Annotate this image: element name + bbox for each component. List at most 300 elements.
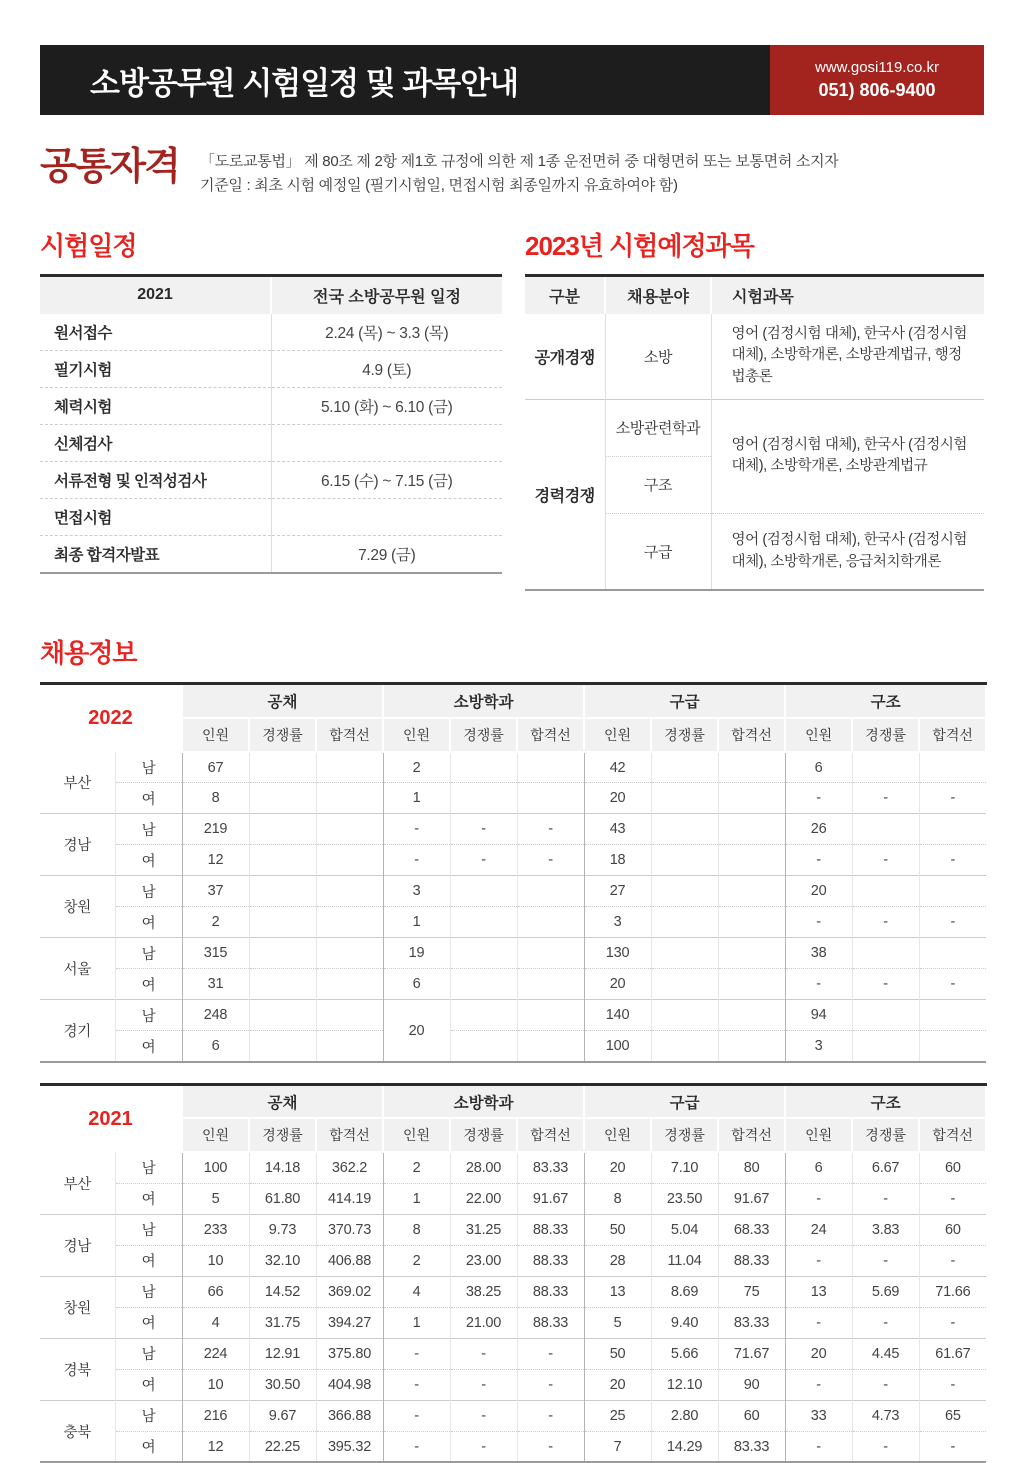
recruitment-group-header: 공채	[182, 684, 383, 718]
recruitment-value-cell: 2.80	[651, 1400, 718, 1431]
recruitment-value-cell: 22.25	[249, 1431, 316, 1462]
recruitment-value-cell: 90	[718, 1369, 785, 1400]
subjects-field-cell: 소방	[605, 314, 711, 400]
recruitment-gender-cell: 남	[115, 752, 182, 783]
recruitment-value-cell	[852, 1000, 919, 1031]
recruitment-value-cell: 1	[383, 783, 450, 814]
recruitment-subcolumn-header: 경쟁률	[450, 1118, 517, 1152]
recruitment-value-cell: 32.10	[249, 1245, 316, 1276]
common-qualification-line1: 「도로교통법」 제 80조 제 2항 제1호 규정에 의한 제 1종 운전면허 중 대형면허 또는 보통면허 소지자	[200, 153, 839, 170]
recruitment-value-cell	[919, 938, 986, 969]
subjects-field-cell: 구조	[605, 456, 711, 513]
recruitment-value-cell: 394.27	[316, 1307, 383, 1338]
recruitment-value-cell: -	[517, 814, 584, 845]
recruitment-value-cell	[450, 938, 517, 969]
recruitment-value-cell	[316, 907, 383, 938]
schedule-row-value: 2.24 (목) ~ 3.3 (목)	[271, 314, 502, 351]
recruitment-value-cell	[718, 938, 785, 969]
recruitment-value-cell: -	[785, 783, 852, 814]
recruitment-value-cell: -	[383, 1338, 450, 1369]
recruitment-value-cell	[718, 907, 785, 938]
schedule-row-value: 5.10 (화) ~ 6.10 (금)	[271, 388, 502, 425]
schedule-row-label: 신체검사	[40, 425, 271, 462]
recruitment-value-cell: 18	[584, 845, 651, 876]
recruitment-value-cell	[919, 752, 986, 783]
header-bar	[40, 45, 984, 115]
recruitment-subcolumn-header: 경쟁률	[450, 718, 517, 752]
recruitment-value-cell: 406.88	[316, 1245, 383, 1276]
recruitment-value-cell: 1	[383, 1307, 450, 1338]
recruitment-value-cell: 61.80	[249, 1183, 316, 1214]
recruitment-subcolumn-header: 경쟁률	[249, 1118, 316, 1152]
recruitment-data-row	[40, 845, 986, 876]
recruitment-value-cell: 88.33	[718, 1245, 785, 1276]
recruitment-subcolumn-header: 합격선	[316, 718, 383, 752]
schedule-section	[40, 226, 502, 591]
recruitment-value-cell: -	[919, 1307, 986, 1338]
recruitment-value-cell: 28	[584, 1245, 651, 1276]
recruitment-value-cell: 30.50	[249, 1369, 316, 1400]
schedule-column-header: 2021	[40, 276, 271, 314]
recruitment-group-header: 구조	[785, 1084, 986, 1118]
recruitment-value-cell: -	[852, 969, 919, 1000]
schedule-title: 시험일정	[40, 231, 137, 261]
recruitment-year-label: 2021	[40, 1084, 182, 1152]
recruitment-data-row	[40, 1369, 986, 1400]
recruitment-value-cell: 23.50	[651, 1183, 718, 1214]
recruitment-value-cell: -	[919, 845, 986, 876]
recruitment-value-cell: 91.67	[517, 1183, 584, 1214]
recruitment-value-cell: 66	[182, 1276, 249, 1307]
recruitment-value-cell: 61.67	[919, 1338, 986, 1369]
recruitment-group-header: 구급	[584, 1084, 785, 1118]
recruitment-value-cell	[651, 907, 718, 938]
subjects-list-cell: 영어 (검정시험 대체), 한국사 (검정시험 대체), 소방학개론, 소방관계법규	[711, 399, 984, 513]
recruitment-table	[40, 1083, 987, 1463]
recruitment-value-cell: 6.67	[852, 1152, 919, 1183]
recruitment-value-cell: 50	[584, 1338, 651, 1369]
common-qualification-line2: 기준일 : 최초 시험 예정일 (필기시험일, 면접시험 최종일까지 유효하여야 함)	[200, 177, 678, 194]
recruitment-value-cell	[316, 845, 383, 876]
recruitment-value-cell: -	[517, 1400, 584, 1431]
recruitment-data-row	[40, 1245, 986, 1276]
recruitment-value-cell: 362.2	[316, 1152, 383, 1183]
recruitment-group-header: 구조	[785, 684, 986, 718]
recruitment-value-cell: 370.73	[316, 1214, 383, 1245]
recruitment-value-cell	[718, 814, 785, 845]
schedule-row	[40, 536, 502, 573]
recruitment-value-cell: -	[852, 845, 919, 876]
recruitment-value-cell: -	[852, 1369, 919, 1400]
recruitment-value-cell	[919, 1031, 986, 1062]
recruitment-value-cell: 6	[785, 752, 852, 783]
recruitment-value-cell: -	[450, 1369, 517, 1400]
recruitment-value-cell: 11.04	[651, 1245, 718, 1276]
recruitment-value-cell: 13	[785, 1276, 852, 1307]
recruitment-value-cell: -	[919, 907, 986, 938]
recruitment-group-header: 구급	[584, 684, 785, 718]
recruitment-subcolumn-header: 합격선	[316, 1118, 383, 1152]
recruitment-subcolumn-header: 합격선	[517, 1118, 584, 1152]
recruitment-value-cell: 4.45	[852, 1338, 919, 1369]
recruitment-value-cell: 19	[383, 938, 450, 969]
page-title: 소방공무원 시험일정 및 과목안내	[90, 65, 519, 101]
recruitment-region-cell: 부산	[63, 1176, 92, 1193]
recruitment-value-cell: 9.40	[651, 1307, 718, 1338]
recruitment-value-cell: 42	[584, 752, 651, 783]
recruitment-value-cell	[718, 845, 785, 876]
recruitment-value-cell: 43	[584, 814, 651, 845]
schedule-row-value: 4.9 (토)	[271, 351, 502, 388]
recruitment-value-cell: 140	[584, 1000, 651, 1031]
recruitment-region-cell: 충북	[40, 1400, 115, 1462]
recruitment-value-cell	[450, 783, 517, 814]
recruitment-subcolumn-header: 합격선	[919, 1118, 986, 1152]
recruitment-value-cell: 3	[383, 876, 450, 907]
subjects-column-header: 구분	[525, 276, 605, 314]
recruitment-value-cell: 315	[182, 938, 249, 969]
recruitment-value-cell	[651, 938, 718, 969]
recruitment-value-cell	[517, 938, 584, 969]
recruitment-value-cell: 27	[584, 876, 651, 907]
recruitment-value-cell: 369.02	[316, 1276, 383, 1307]
recruitment-value-cell	[718, 969, 785, 1000]
recruitment-value-cell	[852, 752, 919, 783]
recruitment-value-cell: 7	[584, 1431, 651, 1462]
recruitment-value-cell: 20	[785, 876, 852, 907]
recruitment-gender-cell: 여	[115, 1307, 182, 1338]
recruitment-value-cell: 28.00	[450, 1152, 517, 1183]
recruitment-value-cell	[316, 876, 383, 907]
recruitment-data-row	[40, 1276, 986, 1307]
recruitment-value-cell: -	[852, 1183, 919, 1214]
recruitment-gender-cell: 남	[115, 814, 182, 845]
recruitment-value-cell: 10	[182, 1369, 249, 1400]
recruitment-region-cell: 경남	[40, 1214, 115, 1276]
recruitment-gender-cell: 남	[115, 1152, 182, 1183]
schedule-row-value: 7.29 (금)	[271, 536, 502, 573]
recruitment-value-cell: 38	[785, 938, 852, 969]
subjects-field-cell: 구급	[605, 513, 711, 590]
recruitment-subcolumn-header: 합격선	[919, 718, 986, 752]
recruitment-value-cell: 31.75	[249, 1307, 316, 1338]
recruitment-value-cell: -	[785, 1307, 852, 1338]
recruitment-data-row	[40, 752, 986, 783]
recruitment-value-cell: 20	[584, 1152, 651, 1183]
recruitment-value-cell	[852, 1031, 919, 1062]
recruitment-value-cell	[316, 938, 383, 969]
schedule-row-label: 면접시험	[40, 499, 271, 536]
recruitment-value-cell	[450, 969, 517, 1000]
recruitment-value-cell: 20	[785, 1338, 852, 1369]
recruitment-value-cell: -	[450, 814, 517, 845]
recruitment-value-cell: 12.10	[651, 1369, 718, 1400]
recruitment-subcolumn-header: 합격선	[718, 1118, 785, 1152]
recruitment-value-cell	[651, 814, 718, 845]
recruitment-header-row	[40, 684, 986, 718]
schedule-row	[40, 499, 502, 536]
recruitment-value-cell	[517, 876, 584, 907]
common-qualification-section	[40, 148, 984, 198]
recruitment-value-cell: -	[919, 1369, 986, 1400]
recruitment-value-cell: 9.67	[249, 1400, 316, 1431]
recruitment-value-cell	[316, 969, 383, 1000]
recruitment-value-cell: 4	[383, 1276, 450, 1307]
recruitment-gender-cell: 남	[115, 938, 182, 969]
recruitment-value-cell	[651, 1031, 718, 1062]
recruitment-gender-cell: 여	[115, 845, 182, 876]
recruitment-subcolumn-header: 인원	[182, 718, 249, 752]
recruitment-value-cell: 6	[182, 1031, 249, 1062]
recruitment-value-cell: 2	[182, 907, 249, 938]
recruitment-value-cell	[316, 752, 383, 783]
recruitment-value-cell: 3	[584, 907, 651, 938]
recruitment-value-cell: -	[852, 907, 919, 938]
recruitment-value-cell: 3	[785, 1031, 852, 1062]
recruitment-subcolumn-header: 인원	[785, 1118, 852, 1152]
subjects-row	[525, 399, 984, 456]
recruitment-value-cell: 5	[182, 1183, 249, 1214]
recruitment-gender-cell: 남	[115, 1276, 182, 1307]
recruitment-subcolumn-header: 경쟁률	[249, 718, 316, 752]
schedule-row-label: 체력시험	[40, 388, 271, 425]
recruitment-value-cell	[651, 845, 718, 876]
recruitment-value-cell: -	[450, 1431, 517, 1462]
recruitment-value-cell: 8	[584, 1183, 651, 1214]
recruitment-value-cell	[517, 969, 584, 1000]
recruitment-data-row	[40, 1431, 986, 1462]
recruitment-value-cell: 20	[584, 1369, 651, 1400]
subjects-field-cell: 소방관련학과	[605, 399, 711, 456]
recruitment-subheader-row	[40, 718, 986, 752]
recruitment-value-cell: 10	[182, 1245, 249, 1276]
recruitment-subcolumn-header: 경쟁률	[651, 1118, 718, 1152]
recruitment-value-cell	[718, 752, 785, 783]
recruitment-value-cell: 233	[182, 1214, 249, 1245]
recruitment-value-cell: -	[852, 1245, 919, 1276]
recruitment-value-cell: 5.04	[651, 1214, 718, 1245]
recruitment-value-cell: 88.33	[517, 1245, 584, 1276]
recruitment-value-cell: 219	[182, 814, 249, 845]
recruitment-value-cell: 100	[584, 1031, 651, 1062]
recruitment-table	[40, 682, 987, 1063]
common-qualification-text	[200, 148, 838, 198]
recruitment-value-cell: 14.52	[249, 1276, 316, 1307]
recruitment-value-cell	[651, 783, 718, 814]
recruitment-value-cell	[718, 1000, 785, 1031]
recruitment-header-row	[40, 1084, 986, 1118]
recruitment-gender-cell: 여	[115, 1031, 182, 1062]
recruitment-subcolumn-header: 인원	[584, 1118, 651, 1152]
recruitment-value-cell: 22.00	[450, 1183, 517, 1214]
recruitment-value-cell: -	[785, 1245, 852, 1276]
recruitment-value-cell: 23.00	[450, 1245, 517, 1276]
recruitment-value-cell	[249, 969, 316, 1000]
recruitment-value-cell: -	[785, 969, 852, 1000]
recruitment-value-cell: 68.33	[718, 1214, 785, 1245]
recruitment-value-cell	[450, 876, 517, 907]
recruitment-value-cell: 12.91	[249, 1338, 316, 1369]
recruitment-data-row	[40, 969, 986, 1000]
recruitment-value-cell	[852, 876, 919, 907]
schedule-row	[40, 314, 502, 351]
subjects-title: 2023년 시험예정과목	[525, 231, 754, 261]
recruitment-region-cell: 부산	[63, 776, 92, 792]
recruitment-data-row	[40, 876, 986, 907]
recruitment-value-cell	[651, 1000, 718, 1031]
recruitment-value-cell	[249, 876, 316, 907]
recruitment-value-cell: 2	[383, 752, 450, 783]
recruitment-subcolumn-header: 합격선	[517, 718, 584, 752]
recruitment-region-cell: 창원	[40, 876, 115, 938]
recruitment-data-row	[40, 1307, 986, 1338]
recruitment-value-cell: 13	[584, 1276, 651, 1307]
recruitment-value-cell: 6	[383, 969, 450, 1000]
recruitment-value-cell: 60	[718, 1400, 785, 1431]
recruitment-value-cell: 2	[383, 1245, 450, 1276]
contact-box	[770, 45, 984, 115]
recruitment-value-cell: 404.98	[316, 1369, 383, 1400]
recruitment-value-cell: -	[450, 1338, 517, 1369]
recruitment-value-cell	[651, 969, 718, 1000]
recruitment-value-cell: 12	[182, 845, 249, 876]
recruitment-value-cell: 7.10	[651, 1152, 718, 1183]
recruitment-value-cell: 130	[584, 938, 651, 969]
recruitment-value-cell	[450, 907, 517, 938]
subjects-column-header: 시험과목	[711, 276, 984, 314]
recruitment-value-cell	[249, 783, 316, 814]
recruitment-value-cell: -	[785, 1431, 852, 1462]
recruitment-subcolumn-header: 인원	[584, 718, 651, 752]
recruitment-value-cell: -	[517, 845, 584, 876]
recruitment-value-cell: 1	[383, 1183, 450, 1214]
recruitment-value-cell	[919, 814, 986, 845]
recruitment-value-cell: -	[919, 1183, 986, 1214]
recruitment-value-cell: 83.33	[517, 1152, 584, 1183]
recruitment-value-cell	[517, 783, 584, 814]
recruitment-value-cell	[249, 752, 316, 783]
recruitment-value-cell: 20	[383, 1000, 450, 1062]
recruitment-value-cell: -	[383, 1431, 450, 1462]
recruitment-value-cell	[517, 1000, 584, 1031]
subjects-section	[525, 226, 984, 591]
recruitment-subheader-row	[40, 1118, 986, 1152]
recruitment-value-cell: 24	[785, 1214, 852, 1245]
recruitment-value-cell: 88.33	[517, 1276, 584, 1307]
recruitment-value-cell: -	[450, 1400, 517, 1431]
recruitment-subcolumn-header: 경쟁률	[852, 718, 919, 752]
recruitment-value-cell	[249, 1000, 316, 1031]
schedule-row-label: 최종 합격자발표	[40, 536, 271, 573]
schedule-row	[40, 425, 502, 462]
recruitment-gender-cell: 남	[115, 876, 182, 907]
recruitment-region-cell: 서울	[40, 938, 115, 1000]
recruitment-value-cell	[852, 814, 919, 845]
recruitment-gender-cell: 여	[115, 783, 182, 814]
recruitment-value-cell: -	[852, 783, 919, 814]
recruitment-value-cell: 8	[383, 1214, 450, 1245]
recruitment-value-cell: 88.33	[517, 1214, 584, 1245]
recruitment-value-cell: 366.88	[316, 1400, 383, 1431]
subjects-category-cell: 공개경쟁	[534, 349, 595, 367]
schedule-row-label: 서류전형 및 인적성검사	[40, 462, 271, 499]
recruitment-value-cell: -	[919, 969, 986, 1000]
recruitment-value-cell	[718, 1031, 785, 1062]
recruitment-value-cell: 31	[182, 969, 249, 1000]
recruitment-data-row	[40, 1400, 986, 1431]
subjects-table	[525, 274, 984, 591]
recruitment-value-cell: -	[852, 1307, 919, 1338]
recruitment-value-cell: 88.33	[517, 1307, 584, 1338]
schedule-row-value	[271, 425, 502, 462]
recruitment-value-cell: 2	[383, 1152, 450, 1183]
recruitment-region-cell: 경기	[40, 1000, 115, 1062]
subjects-header-row	[525, 276, 984, 314]
recruitment-value-cell: -	[450, 845, 517, 876]
subjects-list-cell: 영어 (검정시험 대체), 한국사 (검정시험 대체), 소방학개론, 소방관계법규, 행정법총론	[711, 314, 984, 400]
recruitment-value-cell	[718, 876, 785, 907]
recruitment-group-header: 소방학과	[383, 684, 584, 718]
recruitment-value-cell: 91.67	[718, 1183, 785, 1214]
recruitment-value-cell: 248	[182, 1000, 249, 1031]
recruitment-value-cell: -	[785, 845, 852, 876]
recruitment-group-header: 소방학과	[383, 1084, 584, 1118]
recruitment-data-row	[40, 1338, 986, 1369]
recruitment-value-cell: 60	[919, 1214, 986, 1245]
recruitment-gender-cell: 남	[115, 1400, 182, 1431]
phone-number: 051) 806-9400	[818, 79, 936, 100]
recruitment-value-cell: 83.33	[718, 1431, 785, 1462]
recruitment-value-cell: 31.25	[450, 1214, 517, 1245]
recruitment-subcolumn-header: 인원	[785, 718, 852, 752]
subjects-row	[525, 314, 984, 400]
common-qualification-title: 공통자격	[40, 146, 179, 188]
recruitment-subcolumn-header: 경쟁률	[852, 1118, 919, 1152]
recruitment-value-cell: 14.18	[249, 1152, 316, 1183]
recruitment-value-cell: 33	[785, 1400, 852, 1431]
recruitment-value-cell: 6	[785, 1152, 852, 1183]
recruitment-value-cell	[249, 814, 316, 845]
recruitment-value-cell	[316, 1031, 383, 1062]
page	[40, 45, 984, 1463]
recruitment-value-cell	[919, 1000, 986, 1031]
recruitment-value-cell: -	[383, 1369, 450, 1400]
recruitment-value-cell: 100	[182, 1152, 249, 1183]
recruitment-value-cell: 67	[182, 752, 249, 783]
recruitment-value-cell: -	[919, 1431, 986, 1462]
recruitment-data-row	[40, 783, 986, 814]
recruitment-value-cell: -	[383, 814, 450, 845]
subjects-column-header: 채용분야	[605, 276, 711, 314]
recruitment-value-cell: -	[919, 783, 986, 814]
recruitment-year-label: 2022	[40, 684, 182, 752]
recruitment-value-cell: 80	[718, 1152, 785, 1183]
recruitment-value-cell: 38.25	[450, 1276, 517, 1307]
recruitment-value-cell: -	[785, 907, 852, 938]
recruitment-gender-cell: 여	[115, 1431, 182, 1462]
recruitment-value-cell	[517, 1031, 584, 1062]
recruitment-value-cell: -	[383, 845, 450, 876]
recruitment-value-cell	[450, 752, 517, 783]
recruitment-value-cell: 4	[182, 1307, 249, 1338]
recruitment-value-cell: 216	[182, 1400, 249, 1431]
schedule-column-header: 전국 소방공무원 일정	[271, 276, 502, 314]
recruitment-gender-cell: 여	[115, 969, 182, 1000]
recruitment-value-cell: -	[785, 1369, 852, 1400]
header-bar-black	[40, 45, 770, 115]
recruitment-gender-cell: 남	[115, 1000, 182, 1031]
recruitment-value-cell: 37	[182, 876, 249, 907]
